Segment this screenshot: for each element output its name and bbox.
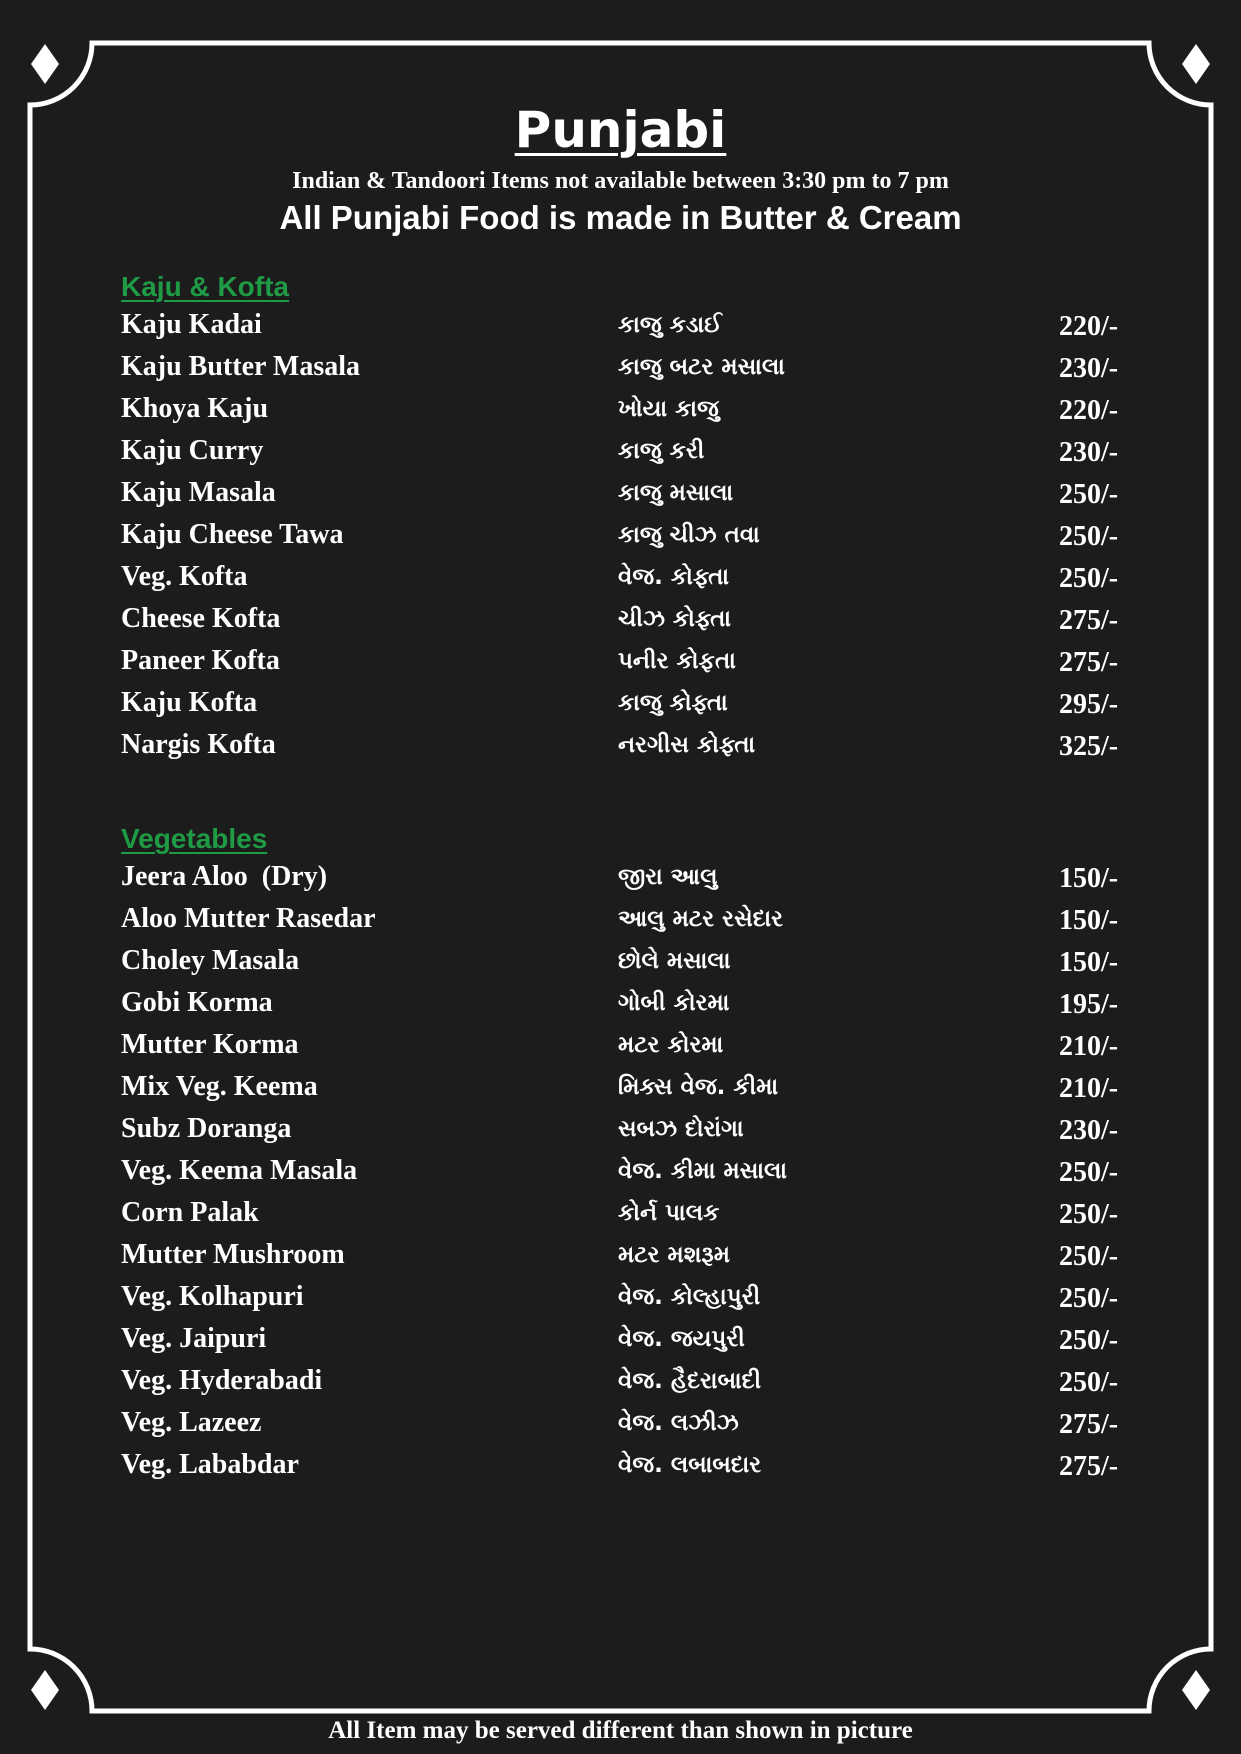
menu-item	[121, 432, 1121, 474]
item-name-english: Veg. Lazeez	[121, 1407, 262, 1438]
section-kaju-kofta	[121, 268, 1121, 768]
item-name-english: Cheese Kofta	[121, 603, 281, 634]
section-heading: Kaju & Kofta	[121, 271, 289, 302]
item-price: 230/-	[1059, 353, 1119, 384]
item-name-gujarati: વેજ. લઝીઝ	[618, 1410, 739, 1436]
item-name-english: Paneer Kofta	[121, 645, 280, 676]
menu-item	[121, 1320, 1121, 1362]
item-price: 275/-	[1059, 647, 1119, 678]
item-name-english: Corn Palak	[121, 1197, 259, 1228]
item-name-english: Kaju Kofta	[121, 687, 258, 718]
corner-diamond-icon	[1182, 1670, 1210, 1710]
menu-item	[121, 1362, 1121, 1404]
item-price: 250/-	[1059, 1325, 1119, 1356]
corner-diamond-icon	[31, 44, 59, 84]
item-name-english: Mutter Korma	[121, 1029, 299, 1060]
item-name-gujarati: કાજુ કરી	[618, 438, 705, 464]
item-price: 150/-	[1059, 947, 1119, 978]
item-name-gujarati: ખોયા કાજુ	[618, 396, 719, 422]
item-price: 195/-	[1059, 989, 1119, 1020]
item-name-english: Subz Doranga	[121, 1113, 292, 1144]
item-name-english: Kaju Kadai	[121, 309, 262, 340]
menu-item	[121, 558, 1121, 600]
item-name-gujarati: મટર કોરમા	[618, 1032, 724, 1058]
menu-item	[121, 390, 1121, 432]
item-price: 210/-	[1059, 1073, 1119, 1104]
item-name-gujarati: ગોબી કોરમા	[618, 990, 730, 1016]
item-name-english: Veg. Hyderabadi	[121, 1365, 323, 1396]
menu-item	[121, 1110, 1121, 1152]
item-price: 150/-	[1059, 905, 1119, 936]
corner-diamond-icon	[1182, 44, 1210, 84]
item-price: 250/-	[1059, 479, 1119, 510]
item-name-gujarati: કાજુ કડાઈ	[618, 312, 722, 338]
item-price: 150/-	[1059, 863, 1119, 894]
item-price: 250/-	[1059, 1367, 1119, 1398]
section-heading: Vegetables	[121, 823, 268, 854]
menu-item	[121, 1446, 1121, 1488]
menu-item	[121, 1236, 1121, 1278]
availability-notice: Indian & Tandoori Items not available between 3:30 pm to 7 pm	[292, 168, 949, 194]
item-name-gujarati: આલુ મટર રસેદાર	[618, 906, 784, 932]
item-name-english: Veg. Kofta	[121, 561, 248, 592]
item-price: 230/-	[1059, 1115, 1119, 1146]
menu-item	[121, 1152, 1121, 1194]
item-name-gujarati: ચીઝ કોફ્તા	[618, 606, 732, 632]
menu-item	[121, 858, 1121, 900]
menu-item	[121, 984, 1121, 1026]
menu-item	[121, 1194, 1121, 1236]
item-name-english: Choley Masala	[121, 945, 300, 976]
item-name-english: Mix Veg. Keema	[121, 1071, 318, 1102]
menu-item	[121, 1068, 1121, 1110]
item-name-gujarati: કાજુ મસાલા	[618, 480, 734, 506]
item-name-english: Gobi Korma	[121, 987, 273, 1018]
item-name-english: Khoya Kaju	[121, 393, 269, 424]
item-price: 220/-	[1059, 395, 1119, 426]
menu-item	[121, 1026, 1121, 1068]
item-name-gujarati: મટર મશરૂમ	[618, 1242, 730, 1268]
item-price: 295/-	[1059, 689, 1119, 720]
item-name-gujarati: કાજુ કોફ્તા	[618, 690, 728, 716]
item-name-english: Veg. Keema Masala	[121, 1155, 358, 1186]
item-name-gujarati: જીરા આલુ	[618, 864, 718, 890]
item-name-gujarati: મિક્સ વેજ. કીમા	[618, 1074, 779, 1100]
menu-item	[121, 684, 1121, 726]
page-title: Punjabi	[514, 101, 727, 159]
item-price: 275/-	[1059, 605, 1119, 636]
item-name-gujarati: કાજુ બટર મસાલા	[618, 354, 785, 380]
item-name-gujarati: સબઝ દોરાંગા	[618, 1116, 744, 1142]
item-name-gujarati: વેજ. કોફ્તા	[618, 564, 729, 590]
item-name-english: Kaju Masala	[121, 477, 276, 508]
footer-note: All Item may be served different than shown in picture	[328, 1717, 913, 1744]
menu-item	[121, 726, 1121, 768]
item-price: 250/-	[1059, 1241, 1119, 1272]
menu-item	[121, 516, 1121, 558]
menu-item	[121, 900, 1121, 942]
item-price: 210/-	[1059, 1031, 1119, 1062]
item-name-english: Veg. Kolhapuri	[121, 1281, 304, 1312]
item-name-gujarati: વેજ. લબાબદાર	[618, 1452, 762, 1478]
menu-item	[121, 1404, 1121, 1446]
item-price: 250/-	[1059, 521, 1119, 552]
menu-item	[121, 642, 1121, 684]
item-price: 250/-	[1059, 1283, 1119, 1314]
item-name-english: Nargis Kofta	[121, 729, 276, 760]
menu-item	[121, 942, 1121, 984]
item-name-gujarati: નરગીસ કોફ્તા	[618, 732, 756, 758]
item-name-gujarati: વેજ. કીમા મસાલા	[618, 1158, 788, 1184]
item-price: 325/-	[1059, 731, 1119, 762]
item-name-gujarati: વેજ. હૈદરાબાદી	[618, 1368, 762, 1394]
corner-diamond-icon	[31, 1670, 59, 1710]
menu-item	[121, 474, 1121, 516]
item-price: 250/-	[1059, 1157, 1119, 1188]
menu-item	[121, 348, 1121, 390]
item-name-gujarati: કોર્ન પાલક	[618, 1200, 720, 1226]
item-name-english: Aloo Mutter Rasedar	[121, 903, 376, 934]
item-price: 250/-	[1059, 563, 1119, 594]
item-name-english: Veg. Jaipuri	[121, 1323, 267, 1354]
item-name-gujarati: વેજ. કોલ્હાપુરી	[618, 1284, 761, 1310]
item-name-gujarati: પનીર કોફતા	[618, 648, 736, 674]
menu-item	[121, 306, 1121, 348]
item-name-english: Kaju Butter Masala	[121, 351, 361, 382]
item-name-english: Mutter Mushroom	[121, 1239, 345, 1270]
item-price: 220/-	[1059, 311, 1119, 342]
item-name-gujarati: કાજુ ચીઝ તવા	[618, 522, 760, 548]
item-name-gujarati: છોલે મસાલા	[618, 948, 731, 974]
item-name-english: Kaju Cheese Tawa	[121, 519, 344, 550]
menu-item	[121, 600, 1121, 642]
item-name-english: Kaju Curry	[121, 435, 264, 466]
item-name-english: Jeera Aloo (Dry)	[121, 861, 328, 892]
item-price: 275/-	[1059, 1409, 1119, 1440]
item-name-gujarati: વેજ. જયપુરી	[618, 1326, 745, 1352]
menu-item	[121, 1278, 1121, 1320]
tagline: All Punjabi Food is made in Butter & Cream	[279, 199, 962, 236]
section-vegetables	[121, 820, 1121, 1488]
item-price: 250/-	[1059, 1199, 1119, 1230]
item-price: 230/-	[1059, 437, 1119, 468]
item-name-english: Veg. Lababdar	[121, 1449, 299, 1480]
item-price: 275/-	[1059, 1451, 1119, 1482]
